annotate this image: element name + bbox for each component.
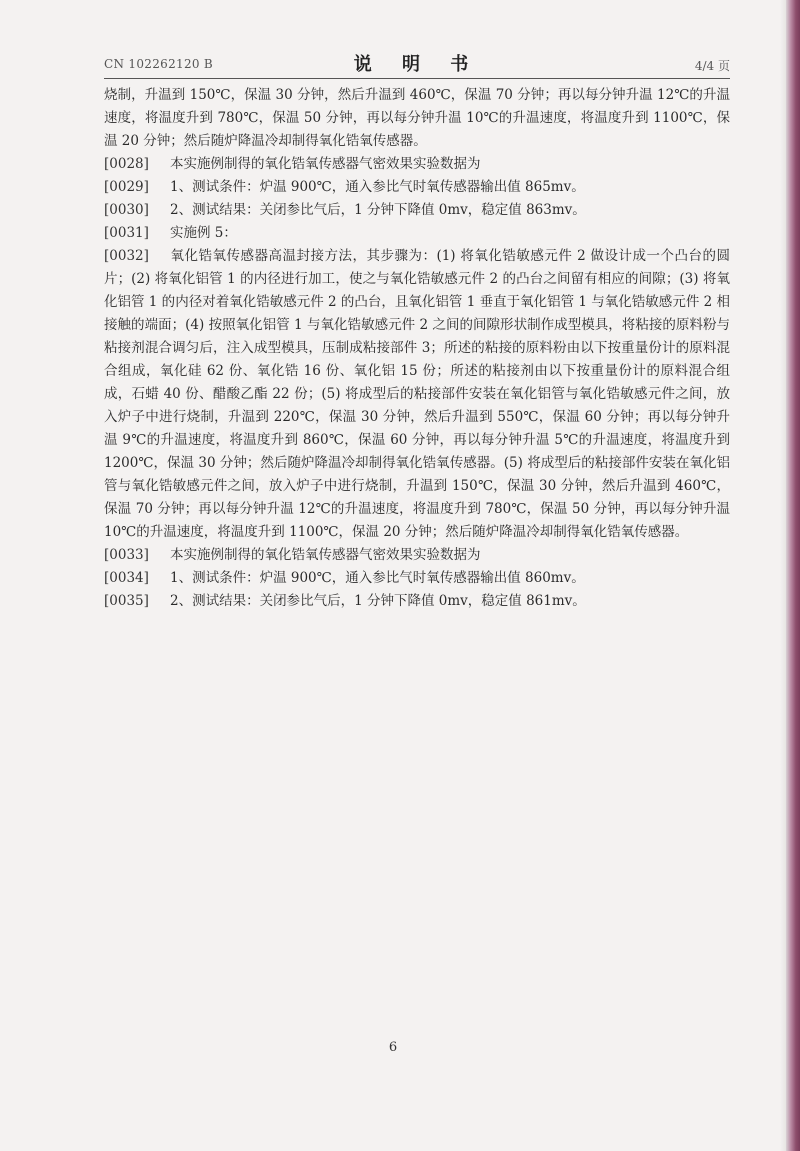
paragraph-number: [0035]	[104, 593, 149, 609]
intro-paragraph: 烧制，升温到 150℃，保温 30 分钟，然后升温到 460℃，保温 70 分钟；再以每分钟升温 12℃的升温速度，将温度升到 780℃，保温 50 分钟，再以每分钟升温 10℃的升温速度，将温度升到 1100℃，保温 20 分钟；然后随炉降温冷却制得氧化锆氧传感器。	[104, 87, 730, 149]
book-binding-edge	[786, 0, 800, 1151]
header-divider	[104, 78, 730, 79]
page-header	[104, 50, 730, 78]
paragraph-text: 2、测试结果：关闭参比气后，1 分钟下降值 0mv，稳定值 861mv。	[170, 593, 586, 609]
paragraph-0035	[104, 590, 730, 613]
paragraph-0031	[104, 222, 730, 245]
paragraph-number: [0031]	[104, 225, 149, 241]
paragraph-number: [0033]	[104, 547, 149, 563]
paragraph-number: [0032]	[104, 248, 149, 264]
paragraph-number: [0030]	[104, 202, 149, 218]
paragraph-number: [0034]	[104, 570, 149, 586]
document-id: CN 102262120 B	[104, 57, 214, 71]
paragraph-text: 实施例 5：	[170, 225, 237, 241]
paragraph-0030	[104, 199, 730, 222]
paragraph-0029	[104, 176, 730, 199]
page-count: 4/4 页	[694, 59, 730, 73]
paragraph-0034	[104, 567, 730, 590]
paragraph-text: 1、测试条件：炉温 900℃，通入参比气时氧传感器输出值 860mv。	[170, 570, 585, 586]
paragraph-text: 氧化锆氧传感器高温封接方法，其步骤为：(1) 将氧化锆敏感元件 2 做设计成一个凸台的圆片；(2) 将氧化铝管 1 的内径进行加工，使之与氧化锆敏感元件 2 的凸台之间留有相应的间隙；(3) 将氧化铝管 1 的内径对着氧化锆敏感元件 2 的凸台，且氧化铝管 1 垂直于氧化铝管 1 与氧化锆敏感元件 2 相接触的端面；(4) 按照氧化铝管 1 与氧化锆敏感元件 2 之间的间隙形状制作成型模具，将粘接的原料粉与粘接剂混合调匀后，注入成型模具，压制成粘接部件 3；所述的粘接的原料粉由以下按重量份计的原料混合组成，氧化硅 62 份、氧化锆 16 份、氧化铝 15 份；所述的粘接剂由以下按重量份计的原料混合组成，石蜡 40 份、醋酸乙酯 22 份；(5) 将成型后的粘接部件安装在氧化铝管与氧化锆敏感元件之间，放入炉子中进行烧制，升温到 220℃，保温 30 分钟，然后升温到 550℃，保温 60 分钟；再以每分钟升温 9℃的升温速度，将温度升到 860℃，保温 60 分钟，再以每分钟升温 5℃的升温速度，将温度升到 1200℃，保温 30 分钟；然后随炉降温冷却制得氧化锆氧传感器。(5) 将成型后的粘接部件安装在氧化铝管与氧化锆敏感元件之间，放入炉子中进行烧制，升温到 150℃，保温 30 分钟，然后升温到 460℃，保温 70 分钟；再以每分钟升温 12℃的升温速度，将温度升到 780℃，保温 50 分钟，再以每分钟升温 10℃的升温速度，将温度升到 1100℃，保温 20 分钟；然后随炉降温冷却制得氧化锆氧传感器。	[104, 248, 730, 540]
paragraph-number: [0028]	[104, 156, 149, 172]
page-number: 6	[388, 1040, 398, 1055]
paragraph-text: 本实施例制得的氧化锆氧传感器气密效果实验数据为	[170, 156, 481, 172]
paragraph-0028	[104, 153, 730, 176]
paragraph-text: 本实施例制得的氧化锆氧传感器气密效果实验数据为	[170, 547, 481, 563]
paragraph-text: 2、测试结果：关闭参比气后，1 分钟下降值 0mv，稳定值 863mv。	[170, 202, 586, 218]
document-title: 说 明 书	[353, 54, 481, 75]
page-footer	[0, 1040, 786, 1055]
paragraph-text: 1、测试条件：炉温 900℃，通入参比气时氧传感器输出值 865mv。	[170, 179, 585, 195]
document-body	[104, 84, 730, 613]
paragraph-number: [0029]	[104, 179, 149, 195]
paragraph-0032	[104, 245, 730, 544]
paragraph-0033	[104, 544, 730, 567]
